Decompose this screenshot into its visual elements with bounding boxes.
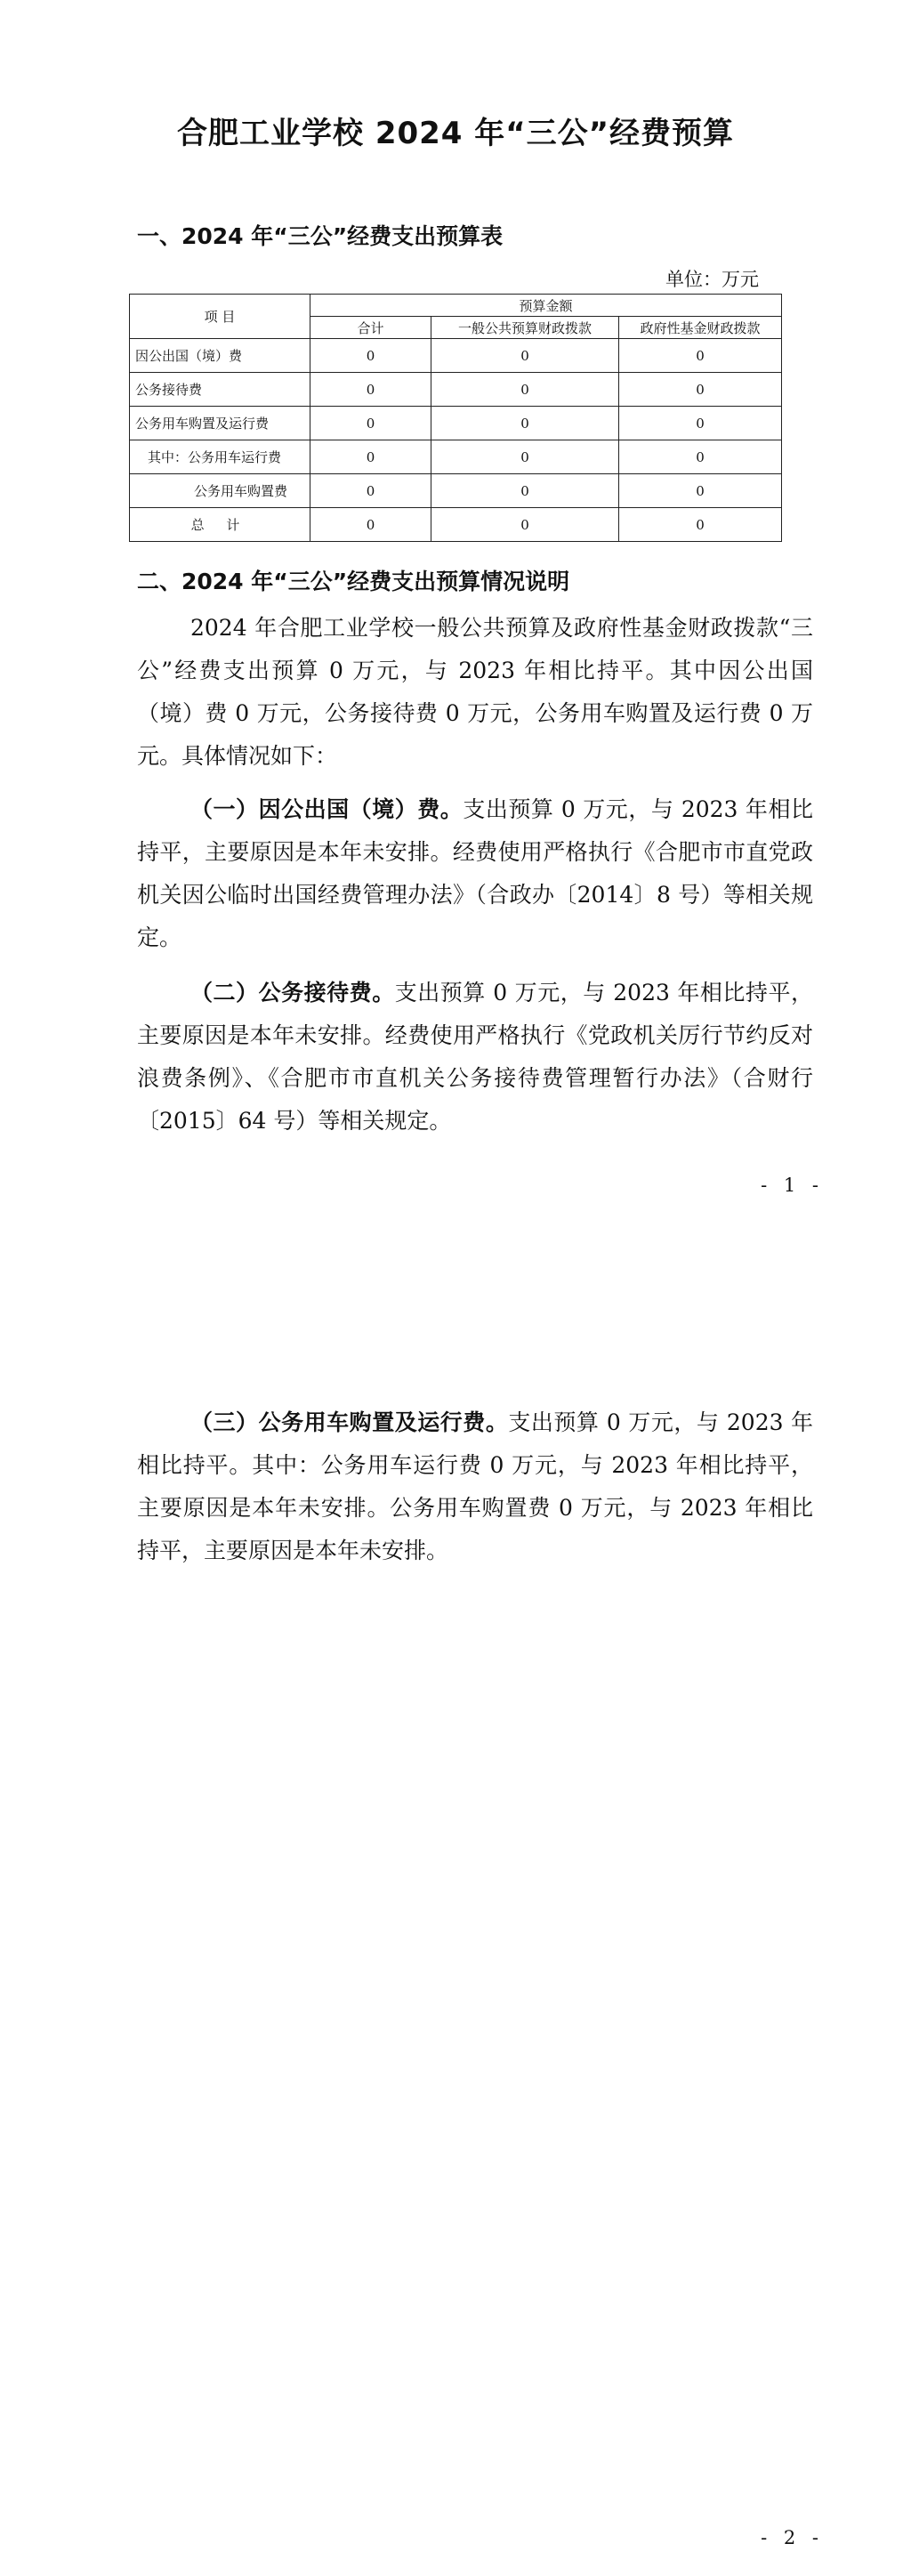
cell-value: 0 [431, 339, 619, 373]
section-2-heading: 二、2024 年“三公”经费支出预算情况说明 [137, 569, 570, 594]
table-row [130, 339, 782, 373]
row-label: 因公出国（境）费 [130, 339, 310, 373]
cell-value: 0 [310, 407, 431, 440]
cell-value: 0 [619, 474, 782, 508]
header-col-general: 一般公共预算财政拨款 [431, 317, 619, 339]
item-1-paragraph [137, 788, 813, 959]
cell-value: 0 [431, 407, 619, 440]
header-col-fund: 政府性基金财政拨款 [619, 317, 782, 339]
table-header-row [130, 295, 782, 317]
header-item: 项 目 [130, 295, 310, 339]
cell-value: 0 [310, 440, 431, 474]
row-label: 其中：公务用车运行费 [130, 440, 310, 474]
cell-value: 0 [310, 373, 431, 407]
cell-value: 0 [431, 508, 619, 542]
cell-value: 0 [619, 508, 782, 542]
item-2-body: 支出预算 0 万元，与 2023 年相比持平，主要原因是本年未安排。经费使用严格执行《党政机关厉行节约反对浪费条例》、《合肥市市直机关公务接待费管理暂行办法》（合财行〔2015〕64 号）等相关规定。 [137, 980, 813, 1134]
cell-value: 0 [310, 508, 431, 542]
item-1-body: 支出预算 0 万元，与 2023 年相比持平，主要原因是本年未安排。经费使用严格执行《合肥市市直党政机关因公临时出国经费管理办法》（合政办〔2014〕8 号）等相关规定。 [137, 796, 813, 950]
table-row [130, 474, 782, 508]
item-1-title: （一）因公出国（境）费。 [190, 796, 464, 822]
cell-value: 0 [619, 339, 782, 373]
cell-value: 0 [431, 474, 619, 508]
item-2-paragraph [137, 972, 813, 1143]
page-2 [0, 1288, 911, 2576]
table-row [130, 440, 782, 474]
cell-value: 0 [310, 339, 431, 373]
unit-label: 单位：万元 [665, 269, 759, 290]
cell-value: 0 [310, 474, 431, 508]
header-group: 预算金额 [310, 295, 782, 317]
item-3-paragraph [137, 1401, 813, 1572]
table-row-total [130, 508, 782, 542]
budget-table [129, 294, 782, 542]
page-number: - 2 - [761, 2527, 824, 2548]
page-number: - 1 - [761, 1175, 824, 1196]
table-row [130, 373, 782, 407]
intro-paragraph: 2024 年合肥工业学校一般公共预算及政府性基金财政拨款“三公”经费支出预算 0 万元，与 2023 年相比持平。其中因公出国（境）费 0 万元，公务接待费 0 万元，公务用车购置及运行费 0 万元。具体情况如下： [137, 615, 813, 769]
item-2-title: （二）公务接待费。 [190, 980, 395, 1005]
cell-value: 0 [619, 407, 782, 440]
item-3-title: （三）公务用车购置及运行费。 [190, 1409, 509, 1435]
cell-value: 0 [431, 440, 619, 474]
row-label: 总 计 [130, 508, 310, 542]
row-label: 公务接待费 [130, 373, 310, 407]
row-label: 公务用车购置费 [130, 474, 310, 508]
table-row [130, 407, 782, 440]
item-3-body: 支出预算 0 万元，与 2023 年相比持平。其中：公务用车运行费 0 万元，与 2023 年相比持平，主要原因是本年未安排。公务用车购置费 0 万元，与 2023 年相比持平，主要原因是本年未安排。 [137, 1409, 813, 1563]
row-label: 公务用车购置及运行费 [130, 407, 310, 440]
section-1-heading: 一、2024 年“三公”经费支出预算表 [137, 223, 504, 249]
cell-value: 0 [619, 373, 782, 407]
document-title: 合肥工业学校 2024 年“三公”经费预算 [177, 116, 734, 151]
header-col-total: 合计 [310, 317, 431, 339]
cell-value: 0 [619, 440, 782, 474]
cell-value: 0 [431, 373, 619, 407]
